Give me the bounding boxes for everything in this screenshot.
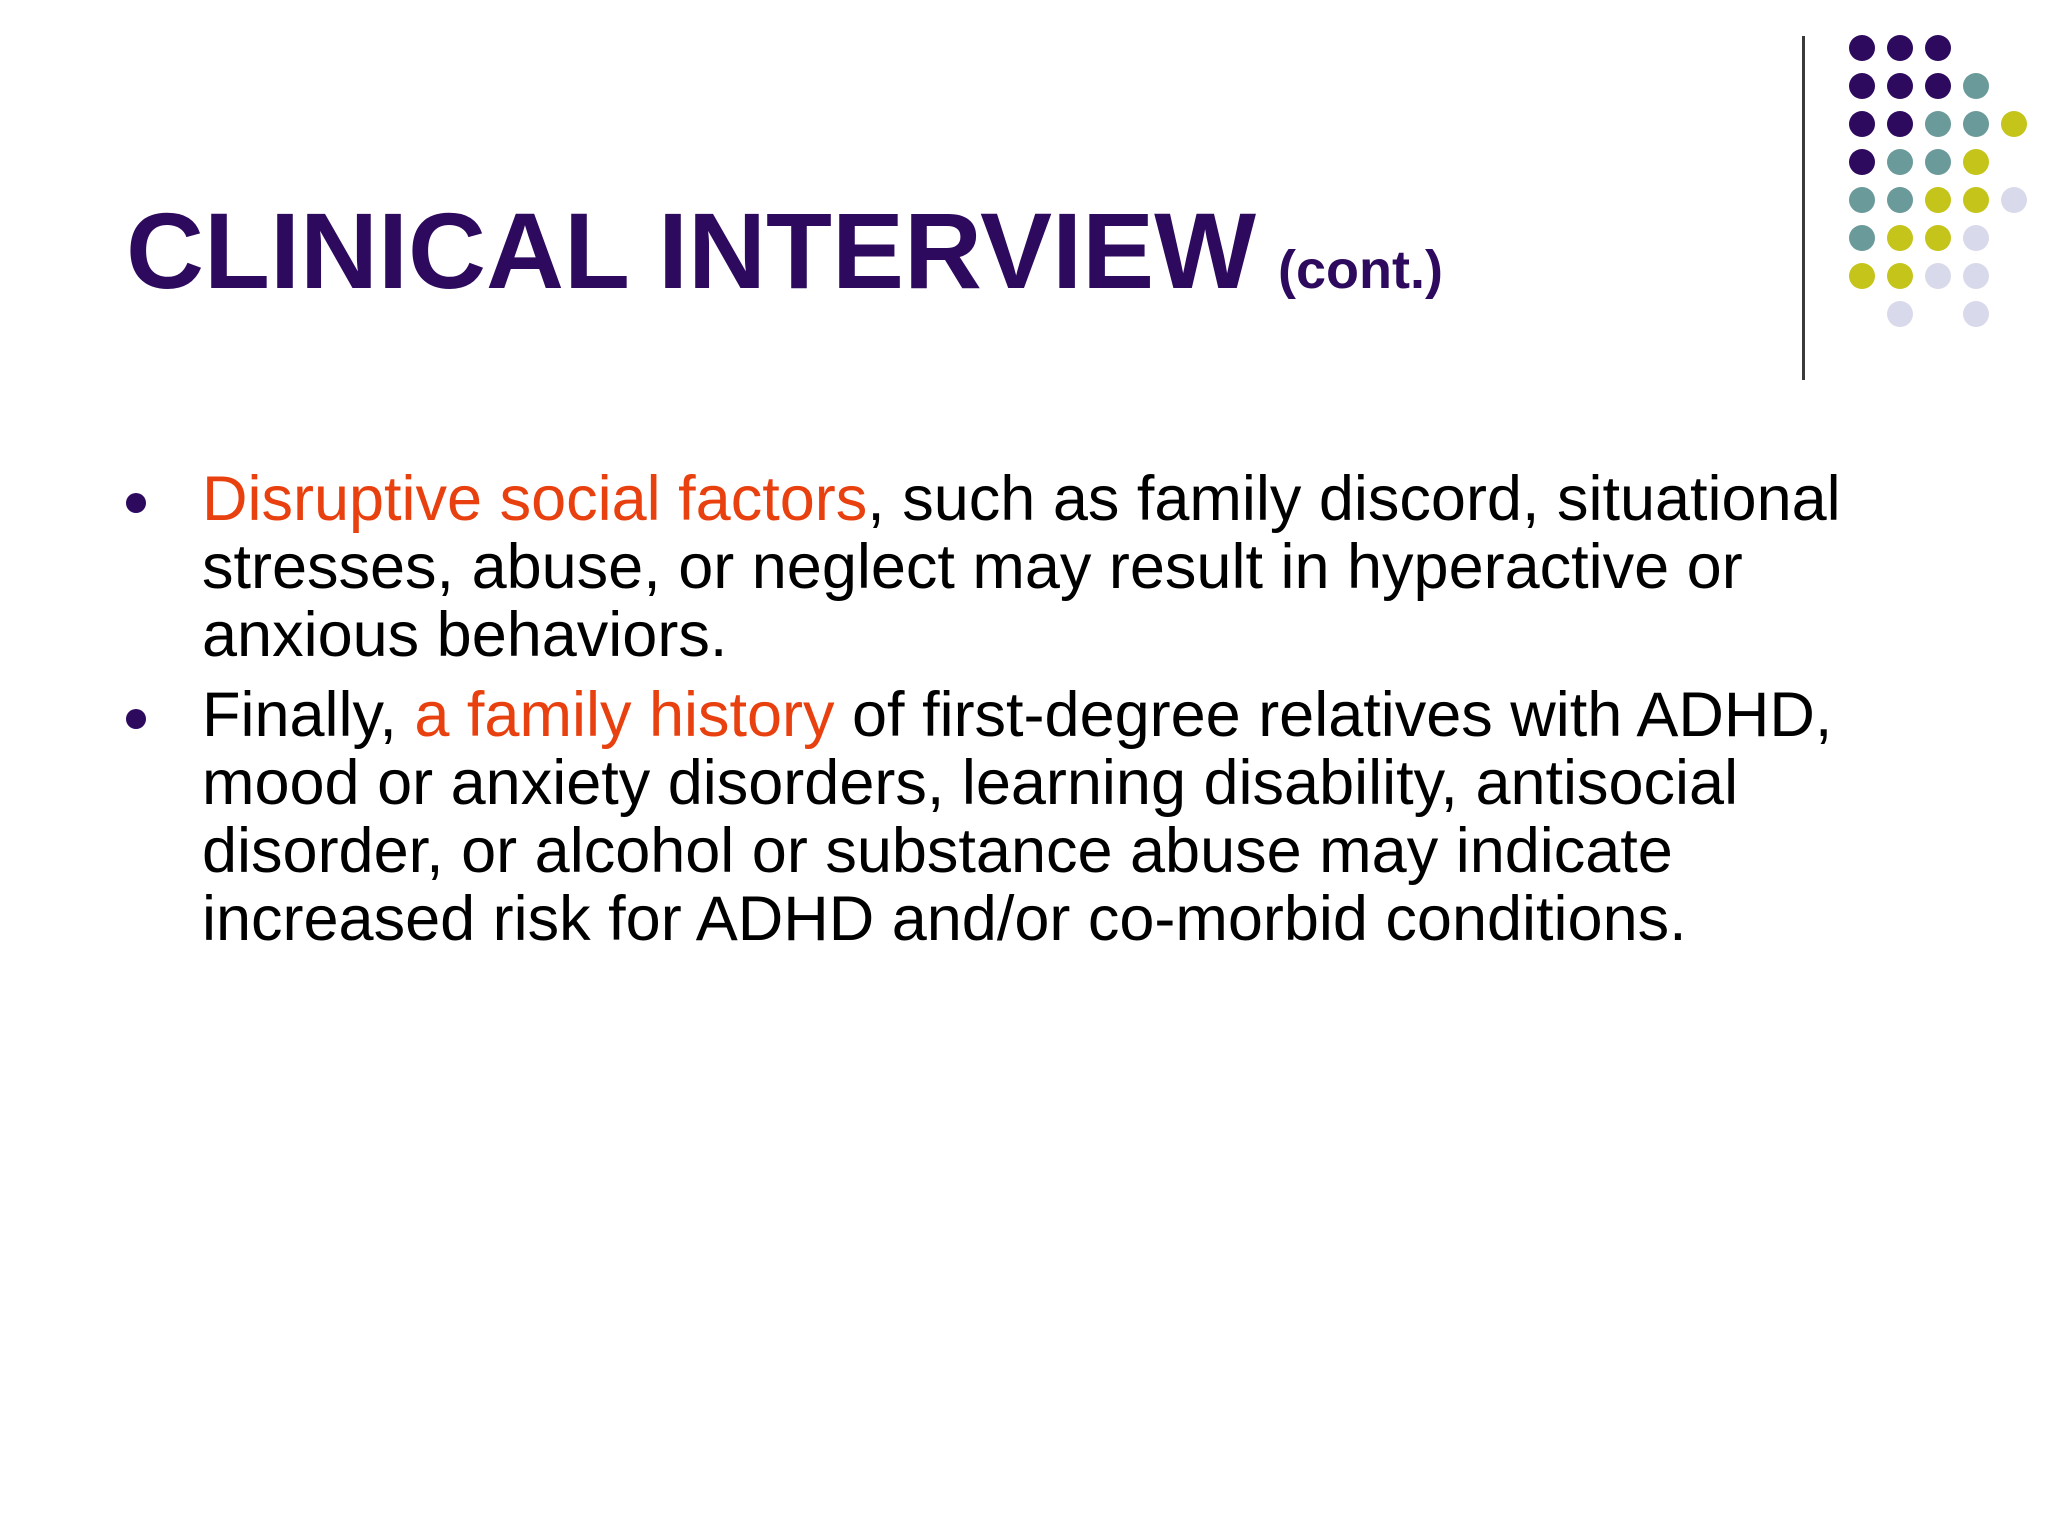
decor-dot	[1887, 73, 1913, 99]
decor-dot	[1925, 149, 1951, 175]
decor-dot	[1849, 149, 1875, 175]
decor-dot	[1963, 73, 1989, 99]
decor-dot	[1849, 263, 1875, 289]
bullet-dot-icon	[126, 709, 146, 729]
decor-dot	[1963, 111, 1989, 137]
bullet-1-rest: , such as family discord, situational stresses, abuse, or neglect may result in hyperactive or anxious behaviors.	[202, 464, 1841, 670]
decor-dot	[1963, 149, 1989, 175]
decor-dot	[1963, 225, 1989, 251]
decor-dot	[1963, 187, 1989, 213]
decor-dot	[2001, 111, 2027, 137]
bullet-1-highlight: Disruptive social factors	[202, 464, 868, 534]
decor-dot	[1963, 263, 1989, 289]
decor-dot	[1887, 111, 1913, 137]
decor-dot	[1887, 187, 1913, 213]
decor-dot	[1925, 111, 1951, 137]
decor-dot	[1887, 225, 1913, 251]
decor-dot	[1849, 35, 1875, 61]
decor-dot	[1925, 187, 1951, 213]
bullet-item-1	[120, 465, 1940, 669]
decor-dot	[1925, 225, 1951, 251]
decor-dot	[1849, 111, 1875, 137]
decor-dot	[1849, 73, 1875, 99]
decor-dot	[1887, 301, 1913, 327]
bullet-2-rest: of first-degree relatives with ADHD, mood or anxiety disorders, learning disability, antisocial disorder, or alcohol or substance abuse may indicate increased risk for ADHD and/or co-morbid conditions.	[202, 680, 1833, 954]
decor-dot	[1887, 35, 1913, 61]
decor-dot	[1925, 263, 1951, 289]
decor-dot	[1963, 301, 1989, 327]
bullet-list	[120, 465, 1940, 965]
decor-dot	[1887, 263, 1913, 289]
bullet-2-lead: Finally,	[202, 680, 415, 750]
bullet-2-highlight: a family history	[414, 680, 835, 750]
title-suffix: (cont.)	[1278, 240, 1443, 300]
dot-grid-decoration	[0, 0, 2048, 400]
decor-dot	[1849, 187, 1875, 213]
decor-dot	[1925, 73, 1951, 99]
decor-dot	[2001, 187, 2027, 213]
decor-dot	[1849, 225, 1875, 251]
bullet-dot-icon	[126, 493, 146, 513]
bullet-item-2	[120, 681, 1940, 953]
decor-dot	[1925, 35, 1951, 61]
decor-dot	[1887, 149, 1913, 175]
title-main: CLINICAL INTERVIEW	[126, 190, 1257, 311]
